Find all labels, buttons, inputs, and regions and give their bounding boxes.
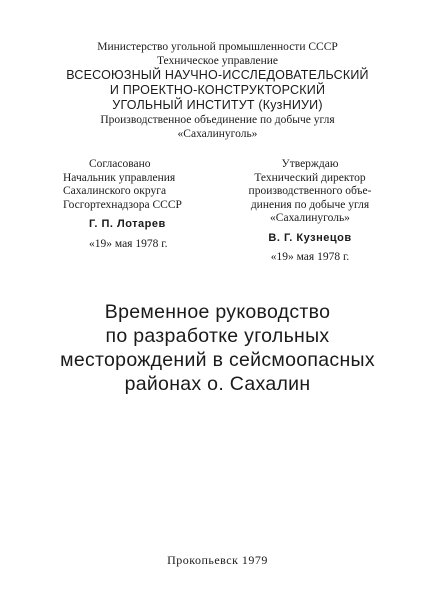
- approval-right-position-2: производственного объе-: [248, 185, 372, 197]
- association-line-2: «Сахалинуголь»: [177, 128, 258, 140]
- document-title: [0, 300, 435, 396]
- department-name: Техническое управление: [156, 55, 279, 67]
- title-line-1: Временное руководство: [104, 301, 331, 323]
- document-header: [0, 40, 435, 141]
- institute-name-line-1: ВСЕСОЮЗНЫЙ НАУЧНО-ИССЛЕДОВАТЕЛЬСКИЙ: [66, 68, 369, 82]
- approval-left-position-2: Сахалинского округа: [63, 185, 167, 197]
- approval-right: [230, 158, 390, 265]
- approval-right-heading: Утверждаю: [281, 158, 339, 170]
- institute-name-line-2: И ПРОЕКТНО-КОНСТРУКТОРСКИЙ: [109, 83, 326, 97]
- publication-place-year: Прокопьевск 1979: [167, 553, 268, 567]
- approval-right-signatory: В. Г. Кузнецов: [268, 231, 352, 244]
- approval-left-heading: Согласовано: [89, 158, 151, 170]
- approval-left-signatory: Г. П. Лотарев: [89, 218, 166, 230]
- approval-right-date: «19» мая 1978 г.: [270, 251, 350, 263]
- institute-name-line-3: УГОЛЬНЫЙ ИНСТИТУТ (КузНИУИ): [112, 98, 323, 112]
- approval-left-date: «19» мая 1978 г.: [89, 237, 168, 250]
- approval-left: [63, 158, 233, 251]
- approval-right-position-1: Технический директор: [254, 171, 366, 184]
- approval-left-position-1: Начальник управления: [63, 171, 176, 184]
- approval-left-position-3: Госгортехнадзора СССР: [63, 198, 182, 211]
- title-line-2: по разработке угольных: [105, 325, 330, 347]
- approval-right-position-4: «Сахалинуголь»: [270, 212, 350, 224]
- approval-right-position-3: динения по добыче угля: [250, 198, 370, 211]
- title-line-3: месторождений в сейсмоопасных: [60, 349, 375, 371]
- title-line-4: районах о. Сахалин: [124, 373, 311, 395]
- association-line-1: Производственное объединение по добыче угля: [100, 114, 335, 126]
- ministry-name: Министерство угольной промышленности СССР: [97, 41, 338, 53]
